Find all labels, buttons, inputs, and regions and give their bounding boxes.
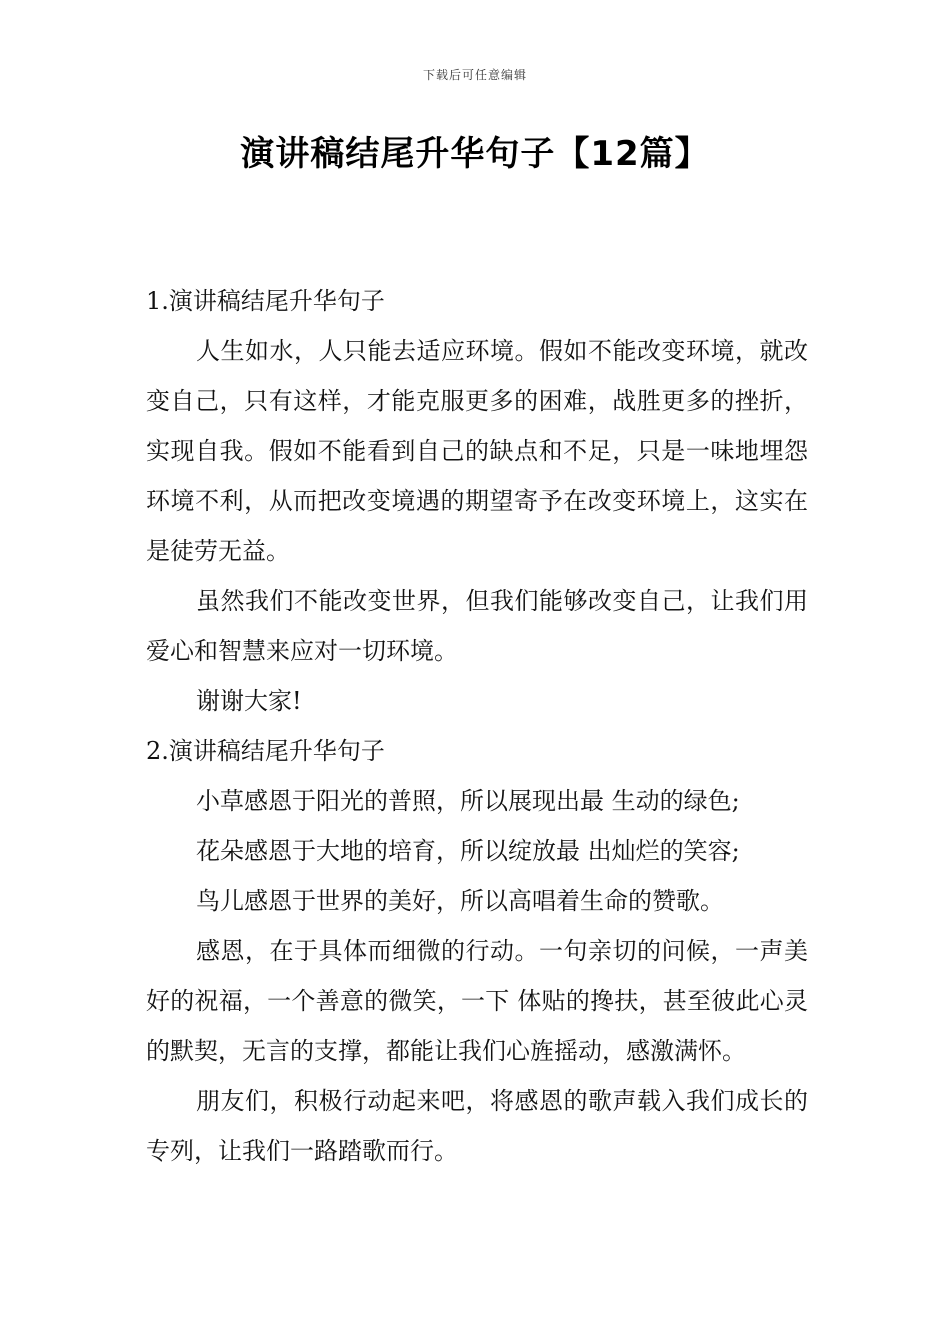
document-body <box>146 276 808 1176</box>
paragraph: 小草感恩于阳光的普照，所以展现出最 生动的绿色; <box>196 787 740 815</box>
document-title: 演讲稿结尾升华句子【12篇】 <box>240 134 710 174</box>
section-heading: 2.演讲稿结尾升华句子 <box>146 737 385 765</box>
paragraph: 鸟儿感恩于世界的美好，所以高唱着生命的赞歌。 <box>196 887 724 915</box>
paragraph: 人生如水，人只能去适应环境。假如不能改变环境，就改变自己，只有这样，才能克服更多的困难，战胜更多的挫折，实现自我。假如不能看到自己的缺点和不足，只是一味地埋怨环境不利，从而把改变境遇的期望寄予在改变环境上，这实在是徒劳无益。 <box>146 337 808 565</box>
paragraph: 感恩，在于具体而细微的行动。一句亲切的问候，一声美好的祝福，一个善意的微笑，一下 体贴的搀扶，甚至彼此心灵的默契，无言的支撑，都能让我们心旌摇动，感激满怀。 <box>146 937 808 1065</box>
header-note: 下载后可任意编辑 <box>422 68 527 82</box>
section-heading: 1.演讲稿结尾升华句子 <box>146 287 385 315</box>
paragraph: 虽然我们不能改变世界，但我们能够改变自己，让我们用爱心和智慧来应对一切环境。 <box>146 587 808 665</box>
paragraph: 谢谢大家! <box>196 687 302 715</box>
paragraph: 花朵感恩于大地的培育，所以绽放最 出灿烂的笑容; <box>196 837 740 865</box>
paragraph: 朋友们，积极行动起来吧，将感恩的歌声载入我们成长的专列，让我们一路踏歌而行。 <box>146 1087 808 1165</box>
